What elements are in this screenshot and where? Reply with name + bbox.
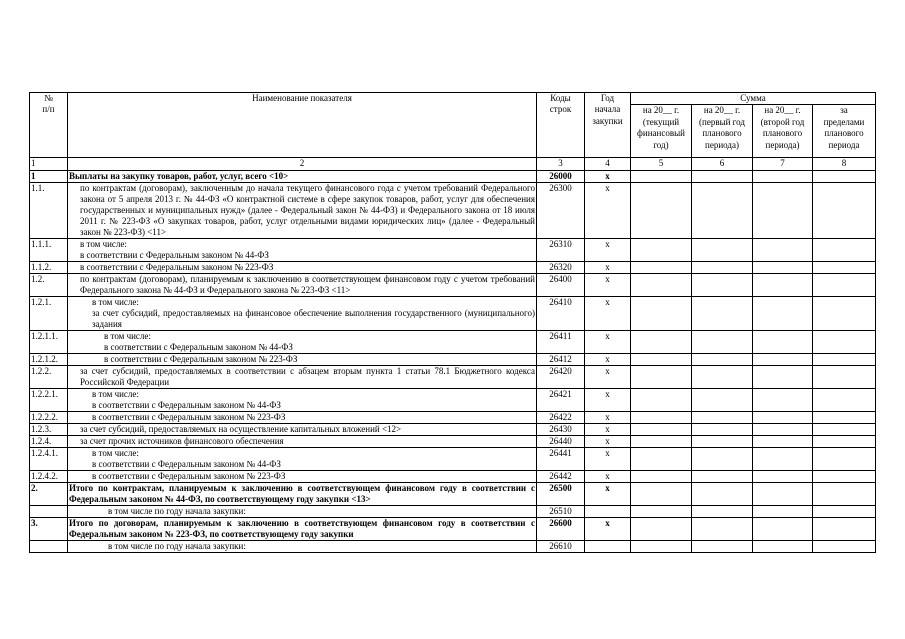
table-row (30, 470, 876, 482)
table-row (30, 540, 876, 552)
row-num: 1.2.2.1. (30, 388, 68, 411)
row-code: 26400 (537, 273, 585, 296)
row-name: в соответствии с Федеральным законом № 44-ФЗ (92, 458, 281, 469)
row-name-cell (68, 330, 537, 353)
row-name: в соответствии с Федеральным законом № 223-ФЗ (68, 470, 537, 482)
row-code: 26421 (537, 388, 585, 411)
row-year: x (585, 423, 631, 435)
colnum-2: 2 (68, 158, 537, 170)
row-code: 26310 (537, 238, 585, 261)
row-num: 3. (30, 517, 68, 540)
row-year: x (585, 261, 631, 273)
row-name: в соответствии с Федеральным законом № 44-ФЗ (104, 341, 293, 352)
row-sum-4 (813, 296, 876, 330)
form-page (29, 92, 876, 553)
table-row (30, 482, 876, 505)
row-year: x (585, 447, 631, 470)
row-sum-1 (631, 296, 692, 330)
row-name: в соответствии с Федеральным законом № 223-ФЗ (68, 261, 537, 273)
row-year: x (585, 517, 631, 540)
row-sum-4 (813, 330, 876, 353)
row-sum-3 (753, 296, 813, 330)
header-sum: Сумма (631, 93, 876, 105)
row-subheading: в том числе: (104, 330, 151, 341)
row-sum-4 (813, 482, 876, 505)
row-subheading: в том числе: (92, 447, 139, 458)
column-number-row (30, 158, 876, 170)
row-code: 26412 (537, 353, 585, 365)
row-sum-4 (813, 540, 876, 552)
colnum-7: 7 (753, 158, 813, 170)
row-sum-2 (692, 388, 753, 411)
row-sum-3 (753, 470, 813, 482)
row-sum-1 (631, 365, 692, 388)
table-row (30, 423, 876, 435)
row-code: 26441 (537, 447, 585, 470)
row-code: 26430 (537, 423, 585, 435)
table-row (30, 238, 876, 261)
row-sum-1 (631, 517, 692, 540)
row-sum-3 (753, 411, 813, 423)
colnum-3: 3 (537, 158, 585, 170)
header-num: № п/п (30, 93, 68, 158)
row-sum-2 (692, 296, 753, 330)
row-code: 26300 (537, 182, 585, 238)
table-row (30, 505, 876, 517)
row-sum-1 (631, 411, 692, 423)
row-sum-1 (631, 540, 692, 552)
row-year: x (585, 273, 631, 296)
table-row (30, 447, 876, 470)
row-name: Выплаты на закупку товаров, работ, услуг, всего <10> (68, 170, 537, 182)
row-code: 26610 (537, 540, 585, 552)
row-year (585, 540, 631, 552)
row-sum-4 (813, 505, 876, 517)
row-num: 1.1. (30, 182, 68, 238)
row-year: x (585, 353, 631, 365)
row-sum-3 (753, 388, 813, 411)
row-code: 26500 (537, 482, 585, 505)
row-name: по контрактам (договорам), планируемым к заключению в соответствующем финансовом году с учетом требований Федерального закона № 44-ФЗ и Федерального закона № 223-ФЗ <11> (68, 273, 537, 296)
row-year: x (585, 482, 631, 505)
colnum-6: 6 (692, 158, 753, 170)
row-sum-4 (813, 435, 876, 447)
row-name: за счет прочих источников финансового обеспечения (68, 435, 537, 447)
row-name: за счет субсидий, предоставляемых в соответствии с абзацем вторым пункта 1 статьи 78.1 Бюджетного кодекса Российской Федерации (68, 365, 537, 388)
row-num: 1.2.1.2. (30, 353, 68, 365)
row-year: x (585, 330, 631, 353)
row-num: 1.2.4.2. (30, 470, 68, 482)
row-name-cell (68, 388, 537, 411)
row-sum-2 (692, 411, 753, 423)
row-sum-2 (692, 423, 753, 435)
row-name: за счет субсидий, предоставляемых на финансовое обеспечение выполнения государственного (муниципального) задания (92, 307, 535, 329)
row-num: 1.2. (30, 273, 68, 296)
table-row (30, 170, 876, 182)
row-num: 1.2.4. (30, 435, 68, 447)
row-sum-4 (813, 388, 876, 411)
row-sum-2 (692, 517, 753, 540)
row-sum-1 (631, 505, 692, 517)
table-row (30, 365, 876, 388)
row-sum-2 (692, 238, 753, 261)
row-sum-4 (813, 238, 876, 261)
row-name: за счет субсидий, предоставляемых на осуществление капитальных вложений <12> (68, 423, 537, 435)
row-sum-3 (753, 447, 813, 470)
table-row (30, 411, 876, 423)
row-sum-3 (753, 353, 813, 365)
row-num: 1.2.4.1. (30, 447, 68, 470)
row-sum-2 (692, 482, 753, 505)
row-code: 26420 (537, 365, 585, 388)
row-year: x (585, 170, 631, 182)
row-sum-4 (813, 517, 876, 540)
row-num: 1.1.2. (30, 261, 68, 273)
row-sum-1 (631, 435, 692, 447)
table-row (30, 517, 876, 540)
row-sum-1 (631, 388, 692, 411)
row-num: 1.1.1. (30, 238, 68, 261)
row-sum-4 (813, 365, 876, 388)
row-sum-3 (753, 330, 813, 353)
row-name-cell (68, 296, 537, 330)
row-name: в том числе по году начала закупки: (68, 540, 537, 552)
row-code: 26600 (537, 517, 585, 540)
row-year: x (585, 411, 631, 423)
row-name: в соответствии с Федеральным законом № 223-ФЗ (68, 353, 537, 365)
table-row (30, 273, 876, 296)
row-sum-1 (631, 423, 692, 435)
row-sum-1 (631, 482, 692, 505)
row-sum-2 (692, 447, 753, 470)
header-year: Год начала закупки (585, 93, 631, 158)
row-code: 26442 (537, 470, 585, 482)
table-row (30, 388, 876, 411)
row-sum-3 (753, 170, 813, 182)
row-year: x (585, 238, 631, 261)
row-sum-4 (813, 423, 876, 435)
procurement-table (29, 92, 876, 553)
row-subheading: в том числе: (92, 296, 139, 307)
row-num: 1 (30, 170, 68, 182)
row-sum-4 (813, 470, 876, 482)
colnum-8: 8 (813, 158, 876, 170)
table-row (30, 261, 876, 273)
row-code: 26422 (537, 411, 585, 423)
row-num: 1.2.2.2. (30, 411, 68, 423)
header-sum-current-year: на 20__ г. (текущий финансовый год) (631, 105, 692, 158)
row-num: 1.2.2. (30, 365, 68, 388)
row-sum-2 (692, 273, 753, 296)
row-sum-1 (631, 238, 692, 261)
row-sum-2 (692, 330, 753, 353)
row-sum-4 (813, 182, 876, 238)
row-name: Итого по контрактам, планируемым к заключению в соответствующем финансовом году в соответствии с Федеральным законом № 44-ФЗ, по соответствующему году закупки <13> (69, 482, 535, 504)
row-sum-3 (753, 423, 813, 435)
row-sum-2 (692, 435, 753, 447)
row-sum-1 (631, 353, 692, 365)
row-name-cell (68, 447, 537, 470)
row-year (585, 505, 631, 517)
row-sum-4 (813, 170, 876, 182)
row-year: x (585, 365, 631, 388)
row-sum-3 (753, 238, 813, 261)
table-row (30, 353, 876, 365)
row-year: x (585, 182, 631, 238)
header-codes: Коды строк (537, 93, 585, 158)
row-sum-4 (813, 411, 876, 423)
row-name: в соответствии с Федеральным законом № 223-ФЗ (68, 411, 537, 423)
colnum-5: 5 (631, 158, 692, 170)
row-num: 1.2.1.1. (30, 330, 68, 353)
row-sum-3 (753, 540, 813, 552)
header-sum-first-plan-year: на 20__ г. (первый год планового периода) (692, 105, 753, 158)
row-sum-3 (753, 505, 813, 517)
row-sum-3 (753, 517, 813, 540)
row-sum-2 (692, 353, 753, 365)
row-sum-3 (753, 273, 813, 296)
header-sum-second-plan-year: на 20__ г. (второй год планового периода) (753, 105, 813, 158)
table-row (30, 435, 876, 447)
row-name: в соответствии с Федеральным законом № 44-ФЗ (80, 249, 269, 260)
row-sum-3 (753, 261, 813, 273)
row-sum-3 (753, 182, 813, 238)
table-row (30, 330, 876, 353)
row-name-cell (68, 238, 537, 261)
row-sum-1 (631, 447, 692, 470)
row-year: x (585, 470, 631, 482)
row-name: по контрактам (договорам), заключенным до начала текущего финансового года с учетом требований Федерального закона от 5 апреля 2013 г. № 44-ФЗ «О контрактной системе в сфере закупок товаров, работ, услуг для обеспечения государственных и муниципальных нужд» (далее - Федеральный закон № 44-ФЗ) и Федерального закона от 18 июля 2011 г. № 223-ФЗ «О закупках товаров, работ, услуг отдельными видами юридических лиц» (далее - Федеральный закон № 223-ФЗ) <11> (68, 182, 537, 238)
colnum-1: 1 (30, 158, 68, 170)
row-sum-2 (692, 170, 753, 182)
row-num: 1.2.3. (30, 423, 68, 435)
colnum-4: 4 (585, 158, 631, 170)
row-sum-1 (631, 261, 692, 273)
row-sum-4 (813, 353, 876, 365)
row-sum-3 (753, 482, 813, 505)
row-num: 2. (30, 482, 68, 505)
row-sum-2 (692, 365, 753, 388)
row-code: 26000 (537, 170, 585, 182)
row-name: Итого по договорам, планируемым к заключению в соответствующем финансовом году в соответствии с Федеральным законом № 223-ФЗ, по соответствующему году закупки (69, 517, 535, 539)
row-sum-2 (692, 261, 753, 273)
row-sum-2 (692, 505, 753, 517)
row-subheading: в том числе: (92, 388, 139, 399)
row-sum-1 (631, 273, 692, 296)
row-sum-1 (631, 330, 692, 353)
row-code: 26510 (537, 505, 585, 517)
row-year: x (585, 435, 631, 447)
row-subheading: в том числе: (80, 238, 127, 249)
row-year: x (585, 388, 631, 411)
row-sum-4 (813, 261, 876, 273)
table-row (30, 182, 876, 238)
row-code: 26411 (537, 330, 585, 353)
row-num (30, 505, 68, 517)
row-name: в соответствии с Федеральным законом № 44-ФЗ (92, 399, 281, 410)
row-sum-2 (692, 470, 753, 482)
row-sum-1 (631, 182, 692, 238)
row-code: 26440 (537, 435, 585, 447)
row-sum-2 (692, 540, 753, 552)
row-code: 26410 (537, 296, 585, 330)
row-num: 1.2.1. (30, 296, 68, 330)
row-sum-1 (631, 170, 692, 182)
row-name: в том числе по году начала закупки: (68, 505, 537, 517)
row-code: 26320 (537, 261, 585, 273)
row-sum-3 (753, 435, 813, 447)
table-row (30, 296, 876, 330)
row-sum-3 (753, 365, 813, 388)
header-sum-beyond-plan: за пределами планового периода (813, 105, 876, 158)
row-sum-2 (692, 182, 753, 238)
row-sum-4 (813, 273, 876, 296)
row-year: x (585, 296, 631, 330)
header-name: Наименование показателя (68, 93, 537, 158)
row-sum-1 (631, 470, 692, 482)
row-sum-4 (813, 447, 876, 470)
row-num (30, 540, 68, 552)
